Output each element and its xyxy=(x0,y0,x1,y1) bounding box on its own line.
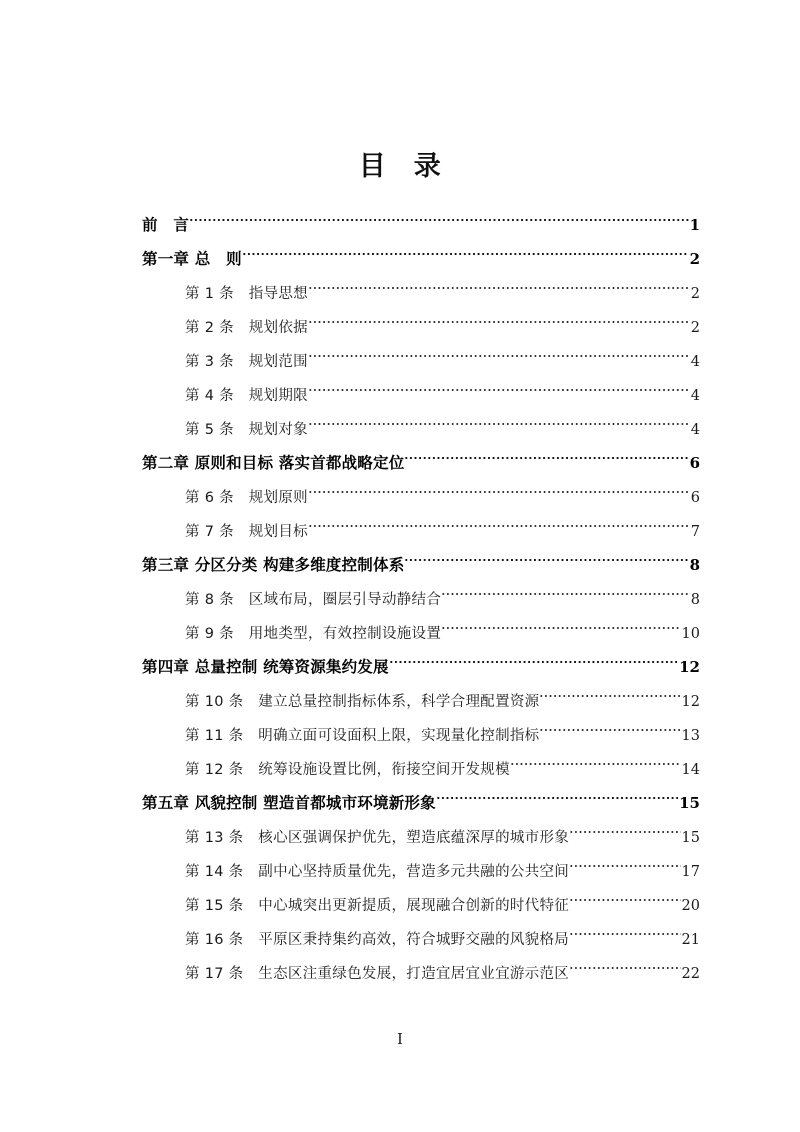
toc-entry[interactable] xyxy=(0,468,800,506)
toc-dot-leader xyxy=(242,230,689,264)
toc-entry-label: 第 17 条 生态区注重绿色发展，打造宜居宜业宜游示范区 xyxy=(185,966,570,982)
toc-entry[interactable] xyxy=(0,366,800,404)
toc-entry-page-number: 10 xyxy=(681,626,700,642)
toc-entry-page-number: 6 xyxy=(689,454,700,472)
toc-dot-leader xyxy=(404,536,688,570)
toc-entry-page-number: 12 xyxy=(681,694,700,710)
toc-entry-label: 第 8 条 区域布局，圈层引导动静结合 xyxy=(185,592,442,608)
toc-entry-label: 第 7 条 规划目标 xyxy=(185,524,308,540)
toc-dot-leader xyxy=(569,842,680,876)
toc-dot-leader xyxy=(308,400,690,434)
toc-entry-label: 第 11 条 明确立面可设面积上限，实现量化控制指标 xyxy=(185,728,540,744)
toc-dot-leader xyxy=(436,774,678,808)
toc-entry-label: 第四章 总量控制 统筹资源集约发展 xyxy=(142,658,389,676)
toc-dot-leader xyxy=(569,808,680,842)
toc-entry-label: 第二章 原则和目标 落实首都战略定位 xyxy=(142,454,405,472)
toc-entry[interactable] xyxy=(0,400,800,438)
toc-entry-label: 第 2 条 规划依据 xyxy=(185,320,308,336)
toc-entry-page-number: 1 xyxy=(689,216,700,234)
toc-entry[interactable] xyxy=(0,672,800,710)
toc-entry-label: 第 15 条 中心城突出更新提质，展现融合创新的时代特征 xyxy=(185,898,570,914)
toc-entry-label: 第 3 条 规划范围 xyxy=(185,354,308,370)
toc-entry[interactable] xyxy=(0,332,800,370)
toc-dot-leader xyxy=(441,570,690,604)
toc-entry-page-number: 15 xyxy=(679,794,700,812)
toc-entry-label: 第 14 条 副中心坚持质量优先，营造多元共融的公共空间 xyxy=(185,864,570,880)
toc-entry-label: 第 12 条 统筹设施设置比例，衔接空间开发规模 xyxy=(185,762,510,778)
toc-entry-label: 第 10 条 建立总量控制指标体系，科学合理配置资源 xyxy=(185,694,540,710)
toc-entry[interactable] xyxy=(0,536,800,574)
toc-dot-leader xyxy=(510,740,681,774)
toc-entry-label: 第五章 风貌控制 塑造首都城市环境新形象 xyxy=(142,794,436,812)
toc-entry-page-number: 8 xyxy=(690,592,700,608)
toc-entry-page-number: 4 xyxy=(690,422,700,438)
toc-entry[interactable] xyxy=(0,264,800,302)
toc-entry-page-number: 14 xyxy=(681,762,700,778)
toc-entry-page-number: 7 xyxy=(690,524,700,540)
toc-entry[interactable] xyxy=(0,434,800,472)
toc-list xyxy=(0,196,800,982)
toc-entry-page-number: 22 xyxy=(681,966,700,982)
toc-entry-label: 第 6 条 规划原则 xyxy=(185,490,308,506)
toc-entry-page-number: 2 xyxy=(690,320,700,336)
toc-entry-label: 第 4 条 规划期限 xyxy=(185,388,308,404)
toc-entry-label: 第 16 条 平原区秉持集约高效，符合城野交融的风貌格局 xyxy=(185,932,570,948)
toc-dot-leader xyxy=(441,604,680,638)
toc-entry[interactable] xyxy=(0,298,800,336)
toc-dot-leader xyxy=(569,910,680,944)
footer-page-number: I xyxy=(397,1030,403,1048)
toc-dot-leader xyxy=(569,876,680,910)
toc-dot-leader xyxy=(189,196,688,230)
toc-entry-page-number: 6 xyxy=(690,490,700,506)
toc-dot-leader xyxy=(539,706,680,740)
toc-entry-label: 第 1 条 指导思想 xyxy=(185,286,308,302)
toc-entry-page-number: 15 xyxy=(681,830,700,846)
toc-entry-label: 前 言 xyxy=(142,216,190,234)
toc-dot-leader xyxy=(308,332,690,366)
toc-entry-label: 第三章 分区分类 构建多维度控制体系 xyxy=(142,556,405,574)
page-title: 目 录 xyxy=(358,151,442,182)
toc-dot-leader xyxy=(308,366,690,400)
toc-dot-leader xyxy=(308,468,690,502)
toc-entry-label: 第 9 条 用地类型，有效控制设施设置 xyxy=(185,626,442,642)
toc-entry-page-number: 8 xyxy=(689,556,700,574)
toc-entry-page-number: 4 xyxy=(690,388,700,404)
toc-dot-leader xyxy=(389,638,678,672)
toc-entry-page-number: 13 xyxy=(681,728,700,744)
toc-entry-page-number: 17 xyxy=(681,864,700,880)
toc-entry-page-number: 2 xyxy=(689,250,700,268)
toc-dot-leader xyxy=(404,434,688,468)
toc-entry-label: 第一章 总 则 xyxy=(142,250,242,268)
toc-dot-leader xyxy=(569,944,680,978)
toc-entry[interactable] xyxy=(0,502,800,540)
toc-entry[interactable] xyxy=(0,196,800,234)
toc-entry-page-number: 20 xyxy=(681,898,700,914)
toc-dot-leader xyxy=(308,264,690,298)
toc-dot-leader xyxy=(539,672,680,706)
toc-entry-page-number: 4 xyxy=(690,354,700,370)
toc-entry-page-number: 21 xyxy=(681,932,700,948)
toc-entry-label: 第 5 条 规划对象 xyxy=(185,422,308,438)
toc-dot-leader xyxy=(308,502,690,536)
toc-dot-leader xyxy=(308,298,690,332)
toc-entry-page-number: 2 xyxy=(690,286,700,302)
toc-entry-page-number: 12 xyxy=(679,658,700,676)
toc-entry[interactable] xyxy=(0,230,800,268)
toc-entry-label: 第 13 条 核心区强调保护优先，塑造底蕴深厚的城市形象 xyxy=(185,830,570,846)
